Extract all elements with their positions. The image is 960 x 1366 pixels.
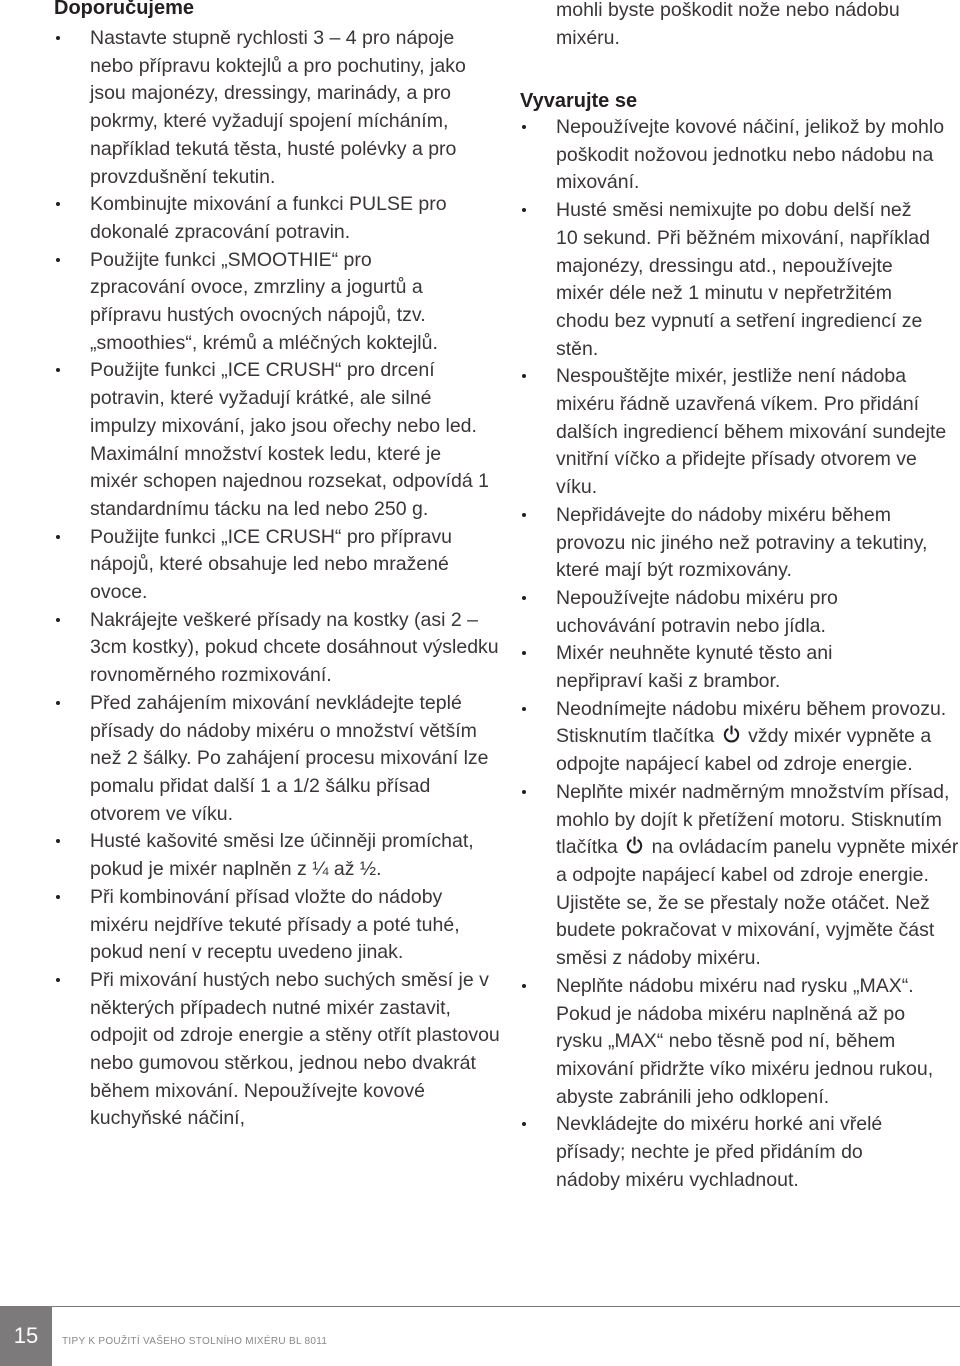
- bullet: [56, 36, 60, 40]
- list-item: Neodnímejte nádobu mixéru během provozu. Stisknutím tlačítka vždy mixér vypněte a odpojte napájecí kabel od zdroje energie.: [520, 696, 960, 779]
- recommend-list: [54, 25, 504, 1133]
- list-item: Husté kašovité směsi lze účinněji promíchat, pokud je mixér naplněn z ¼ až ½.: [54, 828, 504, 883]
- bullet: [522, 707, 526, 711]
- bullet: [56, 839, 60, 843]
- list-item: Použijte funkci „ICE CRUSH“ pro přípravu nápojů, které obsahuje led nebo mražené ovoce.: [54, 524, 504, 607]
- list-item: Mixér neuhněte kynuté těsto ani nepřipraví kaši z brambor.: [520, 640, 960, 695]
- list-item: Nepoužívejte kovové náčiní, jelikož by mohlo poškodit nožovou jednotku nebo nádobu na mixování.: [520, 114, 960, 197]
- bullet: [522, 596, 526, 600]
- continuation-text: mohli byste poškodit nože nebo nádobu mixéru.: [556, 0, 900, 49]
- list-item: Při mixování hustých nebo suchých směsí je v některých případech nutné mixér zastavit, odpojit od zdroje energie a stěny otřít plastovou nebo gumovou stěrkou, jednou nebo dvakrát během mixování. Nepoužívejte kovové kuchyňské náčiní,: [54, 967, 504, 1133]
- page-footer: [0, 1306, 960, 1366]
- list-item: Před zahájením mixování nevkládejte teplé přísady do nádoby mixéru o množství větším než 2 šálky. Po zahájení procesu mixování lze pomalu přidat další 1 a 1/2 šálku přísad otvorem ve víku.: [54, 690, 504, 829]
- list-item: Nepřidávejte do nádoby mixéru během provozu nic jiného než potraviny a tekutiny, které mají být rozmixovány.: [520, 502, 960, 585]
- bullet: [522, 1122, 526, 1126]
- bullet: [56, 895, 60, 899]
- list-item: Neplňte nádobu mixéru nad rysku „MAX“. Pokud je nádoba mixéru naplněná až po rysku „MAX“ nebo těsně pod ní, během mixování přidržte víko mixéru jednou rukou, abyste zabránili jeho odklopení.: [520, 973, 960, 1112]
- bullet: [522, 651, 526, 655]
- bullet: [522, 984, 526, 988]
- bullet: [56, 618, 60, 622]
- list-item: Nastavte stupně rychlosti 3 – 4 pro nápoje nebo přípravu koktejlů a pro pochutiny, jako jsou majonézy, dressingy, marinády, a pro pokrmy, které vyžadují spojení mícháním, například tekutá těsta, husté polévky a pro provzdušnění tekutin.: [54, 25, 504, 191]
- list-item: Nepoužívejte nádobu mixéru pro uchovávání potravin nebo jídla.: [520, 585, 960, 640]
- list-item: Použijte funkci „ICE CRUSH“ pro drcení potravin, které vyžadují krátké, ale silné impulzy mixování, jako jsou ořechy nebo led. Maximální množství kostek ledu, které je mixér schopen najednou rozsekat, odpovídá 1 standardnímu tácku na led nebo 250 g.: [54, 357, 504, 523]
- list-item: Nakrájejte veškeré přísady na kostky (asi 2 – 3cm kostky), pokud chcete dosáhnout výsledku rovnoměrného rozmixování.: [54, 607, 504, 690]
- bullet: [56, 701, 60, 705]
- bullet: [56, 978, 60, 982]
- list-item: Nevkládejte do mixéru horké ani vřelé přísady; nechte je před přidáním do nádoby mixéru vychladnout.: [520, 1111, 960, 1194]
- page-number: 15: [0, 1306, 52, 1366]
- bullet: [522, 790, 526, 794]
- section-heading-recommend: Doporučujeme: [54, 0, 195, 19]
- power-icon: [722, 725, 741, 744]
- bullet: [522, 513, 526, 517]
- list-item: Neplňte mixér nadměrným množstvím přísad, mohlo by dojít k přetížení motoru. Stisknutím tlačítka na ovládacím panelu vypněte mixér a odpojte napájecí kabel od zdroje energie. Ujistěte se, že se přestaly nože otáčet. Než budete pokračovat v mixování, vyjměte část směsi z nádoby mixéru.: [520, 779, 960, 973]
- power-icon: [625, 836, 644, 855]
- footer-divider: [52, 1306, 960, 1307]
- bullet: [56, 258, 60, 262]
- bullet: [56, 535, 60, 539]
- list-item: Použijte funkci „SMOOTHIE“ pro zpracování ovoce, zmrzliny a jogurtů a přípravu hustých ovocných nápojů, tzv. „smoothies“, krémů a mléčných koktejlů.: [54, 247, 504, 358]
- section-heading-avoid: Vyvarujte se: [520, 90, 638, 112]
- bullet: [56, 368, 60, 372]
- avoid-list: [520, 114, 960, 1194]
- bullet: [522, 374, 526, 378]
- footer-title: TIPY K POUŽITÍ VAŠEHO STOLNÍHO MIXÉRU BL 8011: [62, 1336, 328, 1347]
- bullet: [522, 125, 526, 129]
- list-item: Husté směsi nemixujte po dobu delší než 10 sekund. Při běžném mixování, například majonézy, dressingu atd., nepoužívejte mixér déle než 1 minutu v nepřetržitém chodu bez vypnutí a setření ingrediencí ze stěn.: [520, 197, 960, 363]
- list-item: Při kombinování přísad vložte do nádoby mixéru nejdříve tekuté přísady a poté tuhé, pokud není v receptu uvedeno jinak.: [54, 884, 504, 967]
- bullet: [56, 202, 60, 206]
- bullet: [522, 208, 526, 212]
- list-item: Kombinujte mixování a funkci PULSE pro dokonalé zpracování potravin.: [54, 191, 504, 246]
- list-item: Nespouštějte mixér, jestliže není nádoba mixéru řádně uzavřená víkem. Pro přidání dalších ingrediencí během mixování sundejte vnitřní víčko a přidejte přísady otvorem ve víku.: [520, 363, 960, 502]
